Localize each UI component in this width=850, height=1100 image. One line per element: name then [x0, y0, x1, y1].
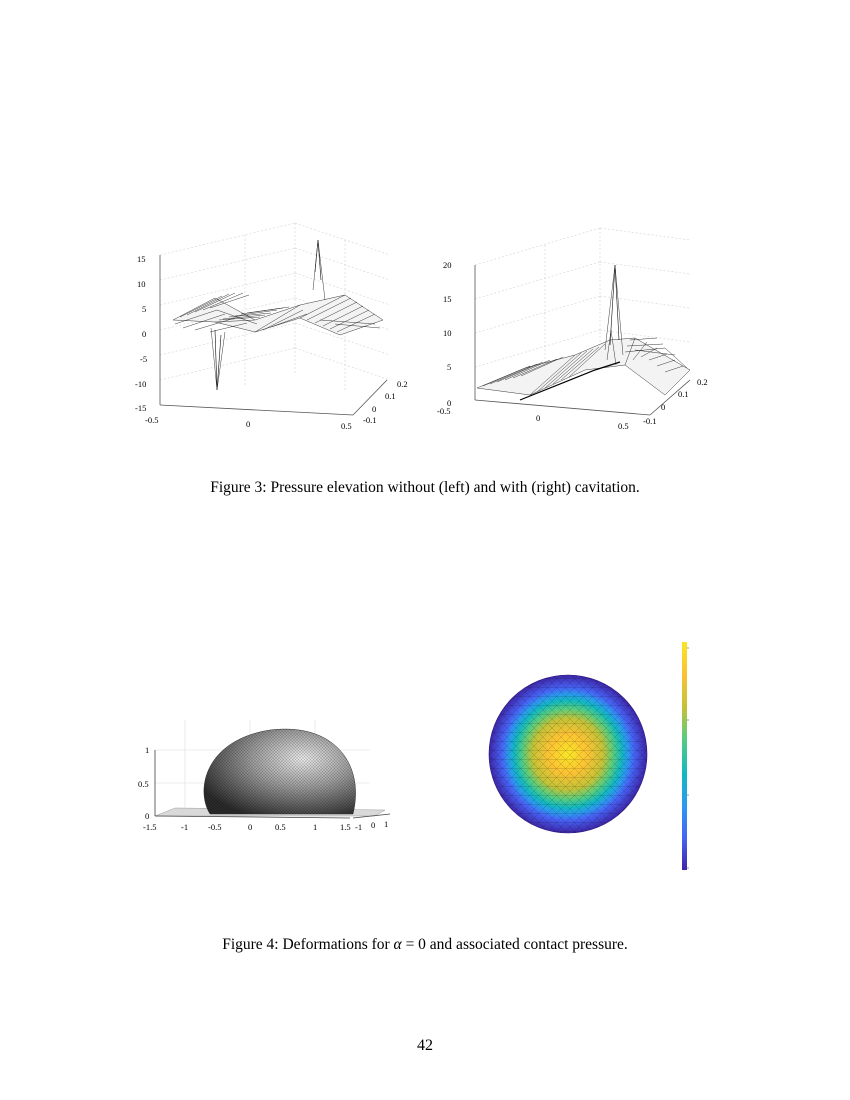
z-tick: 10	[137, 279, 146, 289]
z-tick: -5	[140, 354, 148, 364]
x-tick: 1.5	[340, 822, 351, 832]
x-tick: -0.5	[208, 822, 222, 832]
x-tick: 0	[248, 822, 253, 832]
z-tick: 0.5	[138, 779, 149, 789]
y-tick: 0	[661, 402, 666, 412]
z-tick: 0	[447, 398, 452, 408]
y-tick: 1	[384, 819, 389, 829]
y-tick: 0.1	[385, 391, 396, 401]
y-tick: 0	[371, 820, 376, 830]
z-tick: 20	[443, 260, 452, 270]
z-tick: 0	[145, 811, 150, 821]
y-tick: 0	[372, 404, 377, 414]
y-tick: 0.2	[697, 377, 708, 387]
y-tick: -1	[355, 822, 363, 832]
x-tick: 1	[313, 822, 318, 832]
colorbar	[682, 642, 687, 870]
z-tick: -10	[135, 379, 147, 389]
z-tick: 5	[447, 362, 452, 372]
x-tick: -0.5	[437, 406, 451, 416]
page-number: 42	[417, 1037, 433, 1054]
y-tick: -0.1	[363, 415, 377, 425]
z-tick: -15	[135, 403, 147, 413]
z-tick: 5	[142, 304, 147, 314]
x-tick: -0.5	[145, 415, 159, 425]
z-tick: 15	[137, 254, 146, 264]
y-tick: -0.1	[643, 416, 657, 426]
x-tick: 0	[536, 413, 541, 423]
x-tick: 0.5	[275, 822, 286, 832]
caption-text-prefix: Figure 4: Deformations for	[222, 936, 394, 953]
figure3-left-plot	[135, 220, 425, 435]
figure4-right-plot	[480, 638, 710, 878]
z-tick: 15	[443, 294, 452, 304]
x-tick: -1.5	[143, 822, 157, 832]
x-tick: 0	[246, 419, 251, 429]
y-tick: 0.1	[678, 389, 689, 399]
z-tick: 1	[145, 745, 150, 755]
x-tick: 0.5	[618, 421, 629, 431]
x-tick: 0.5	[341, 421, 352, 431]
z-tick: 10	[443, 328, 452, 338]
figure3-caption: Figure 3: Pressure elevation without (left) and with (right) cavitation.	[210, 479, 640, 496]
alpha-symbol: α	[393, 936, 402, 953]
z-tick: 0	[142, 329, 147, 339]
caption-text-suffix: = 0 and associated contact pressure.	[401, 936, 628, 953]
figure4-left-plot	[135, 710, 395, 840]
figure4-caption	[0, 936, 850, 954]
x-tick: -1	[181, 822, 189, 832]
y-tick: 0.2	[397, 379, 408, 389]
figure3-right-plot	[435, 220, 725, 435]
